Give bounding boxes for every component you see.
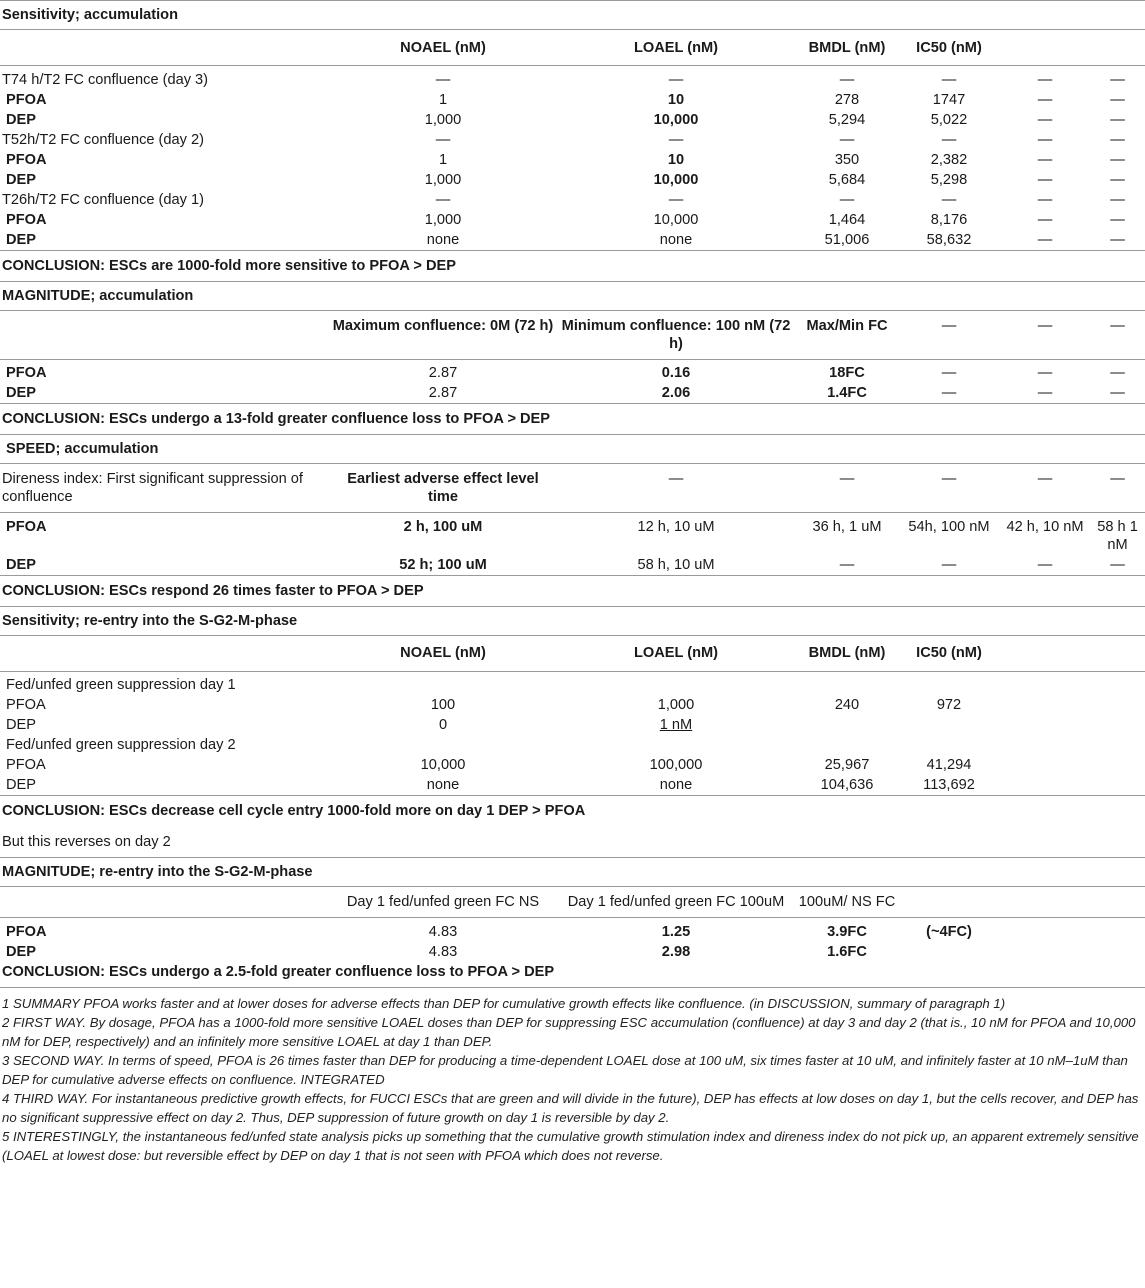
dash: —: [1110, 231, 1125, 248]
dash: —: [1090, 310, 1145, 359]
col-header-max-confluence: Maximum confluence: 0M (72 h): [330, 310, 556, 359]
cell: 4.83: [428, 943, 458, 960]
cell: 5,022: [930, 111, 968, 128]
column-header-row: [0, 464, 1145, 513]
table-row: [0, 363, 1145, 383]
dash: —: [1110, 151, 1125, 168]
column-header-row: [0, 310, 1145, 359]
cell: 2.87: [428, 385, 458, 401]
conclusion-row: [0, 404, 1145, 435]
conclusion-row: [0, 575, 1145, 606]
cell: none: [426, 231, 460, 248]
cell: 2.98: [661, 943, 691, 960]
cell: 58 h 1 nM: [1097, 518, 1138, 553]
direness-index-label: Direness index: First significant suppression of confluence: [0, 464, 330, 513]
conclusion-text: CONCLUSION: ESCs decrease cell cycle entry 1000-fold more on day 1 DEP > PFOA: [0, 796, 1145, 827]
note-row: [0, 827, 1145, 858]
cell: 10,000: [653, 211, 699, 228]
col-header-day1-ns: Day 1 fed/unfed green FC NS: [330, 887, 556, 918]
dash: —: [1110, 556, 1125, 573]
cell: 1.25: [661, 923, 691, 940]
dash: —: [941, 556, 957, 573]
dash: —: [898, 464, 1000, 513]
row-label: DEP: [6, 777, 37, 793]
dash: —: [1037, 91, 1053, 108]
row-label: DEP: [6, 171, 37, 188]
dash: —: [941, 191, 957, 208]
col-header-loael: LOAEL (nM): [556, 635, 796, 671]
group-label: Fed/unfed green suppression day 2: [6, 737, 236, 753]
cell: 58,632: [926, 231, 972, 248]
cell: 1: [438, 91, 448, 108]
footnote-4: 4 THIRD WAY. For instantaneous predictive growth effects, for FUCCI ESCs that are green and will divide in the future), DEP has effects at low doses on day 1, but the cells recover, and DEP has no significant suppressive effect on day 2. Thus, DEP suppression of future growth on day 1 is reversible by day 2.: [2, 1090, 1139, 1125]
dash: —: [839, 191, 855, 208]
cell: 350: [834, 151, 860, 168]
cell: 278: [834, 91, 860, 108]
group-label: T26h/T2 FC confluence (day 1): [2, 191, 204, 208]
section-header: [0, 858, 1145, 887]
cell: 1,000: [424, 171, 462, 188]
dash: —: [668, 191, 684, 208]
cell: 18FC: [829, 365, 865, 381]
table-row: [0, 230, 1145, 251]
table-row: [0, 922, 1145, 942]
dash: —: [898, 310, 1000, 359]
footnote-2: 2 FIRST WAY. By dosage, PFOA has a 1000-fold more sensitive LOAEL doses than DEP for suppressing ESC accumulation (confluence) at day 3 and day 2 (that is., 10 nM for PFOA and 10,000 nM for DEP, respectively) and an infinitely more sensitive LOAEL at day 1 than DEP.: [2, 1014, 1136, 1049]
footnote-3: 3 SECOND WAY. In terms of speed, PFOA is 26 times faster than DEP for producing a time-dependent LOAEL dose at 100 uM, six times faster at 10 uM, and infinitely faster at 10 nM–1uM than DEP for cumulative adverse effects on confluence. INTEGRATED: [2, 1052, 1128, 1087]
section-title: Sensitivity; accumulation: [0, 1, 1145, 30]
dash: —: [1000, 464, 1090, 513]
cell: (~4FC): [926, 923, 972, 940]
dash: —: [941, 365, 957, 381]
table-row: [0, 170, 1145, 190]
cell: 0.16: [661, 365, 691, 381]
group-label: Fed/unfed green suppression day 1: [6, 677, 236, 693]
cell: 100: [430, 697, 456, 713]
row-label: DEP: [6, 111, 37, 128]
cell: 240: [834, 697, 860, 713]
table-row: [0, 755, 1145, 775]
group-row: [0, 70, 1145, 90]
group-label: T74 h/T2 FC confluence (day 3): [2, 71, 209, 88]
dash: —: [1037, 365, 1053, 381]
col-header-min-confluence: Minimum confluence: 100 nM (72 h): [556, 310, 796, 359]
dash: —: [941, 71, 957, 88]
col-header-loael: LOAEL (nM): [556, 30, 796, 66]
footnote-5: 5 INTERESTINGLY, the instantaneous fed/unfed state analysis picks up something that the cumulative growth stimulation index and direness index do not pick up, an apparent extremely sensitive (LOAEL at lowest dose: but reversible effect by DEP on day 1 that is not seen with PFOA which does not reverse.: [2, 1128, 1139, 1163]
row-label: DEP: [6, 556, 37, 573]
dash: —: [1037, 131, 1053, 148]
cell: 10,000: [653, 111, 699, 128]
dash: —: [435, 71, 451, 88]
cell: none: [659, 231, 693, 248]
cell: 972: [936, 697, 962, 713]
conclusion-text: CONCLUSION: ESCs undergo a 2.5-fold greater confluence loss to PFOA > DEP: [2, 963, 555, 980]
cell: 25,967: [824, 757, 870, 773]
group-row: [0, 190, 1145, 210]
table-row: [0, 517, 1145, 555]
group-label: T52h/T2 FC confluence (day 2): [2, 131, 204, 148]
cell: 1747: [932, 91, 966, 108]
cell: 5,298: [930, 171, 968, 188]
group-row: [0, 735, 1145, 755]
cell: 52 h; 100 uM: [399, 556, 487, 573]
section-title: Sensitivity; re-entry into the S-G2-M-phase: [0, 606, 1145, 635]
dash: —: [1110, 365, 1125, 381]
row-label: PFOA: [6, 697, 46, 713]
dash: —: [1037, 171, 1053, 188]
dash: —: [839, 71, 855, 88]
cell: 36 h, 1 uM: [812, 518, 882, 535]
cell: 5,684: [828, 171, 866, 188]
col-header-noael: NOAEL (nM): [330, 635, 556, 671]
cell: 4.83: [428, 923, 458, 940]
col-header-fc: 100uM/ NS FC: [796, 887, 898, 918]
conclusion-text: CONCLUSION: ESCs respond 26 times faster to PFOA > DEP: [0, 575, 1145, 606]
cell: 10: [667, 91, 685, 108]
dash: —: [1110, 211, 1125, 228]
row-label: PFOA: [6, 151, 47, 168]
cell: 1,464: [828, 211, 866, 228]
row-label: DEP: [6, 231, 37, 248]
dash: —: [839, 556, 855, 573]
row-label: DEP: [6, 385, 37, 401]
dash: —: [1110, 191, 1125, 208]
dash: —: [1000, 310, 1090, 359]
section-title: MAGNITUDE; accumulation: [0, 281, 1145, 310]
column-header-row: [0, 887, 1145, 918]
cell: 12 h, 10 uM: [637, 518, 715, 535]
dash: —: [796, 464, 898, 513]
cell: 1,000: [424, 211, 462, 228]
cell: 41,294: [926, 757, 972, 773]
conclusion-text: CONCLUSION: ESCs undergo a 13-fold greater confluence loss to PFOA > DEP: [0, 404, 1145, 435]
dash: —: [1110, 91, 1125, 108]
cell: 1,000: [657, 697, 695, 713]
cell: 51,006: [824, 231, 870, 248]
col-header-bmdl: BMDL (nM): [796, 635, 898, 671]
dash: —: [556, 464, 796, 513]
cell: none: [659, 777, 693, 793]
section-header: [0, 1, 1145, 30]
cell: 1 nM: [659, 717, 693, 733]
table-row: [0, 150, 1145, 170]
col-header-max-min-fc: Max/Min FC: [796, 310, 898, 359]
cell: none: [426, 777, 460, 793]
table-row: [0, 775, 1145, 796]
table-row: [0, 210, 1145, 230]
dash: —: [1037, 231, 1053, 248]
note-text: But this reverses on day 2: [2, 833, 171, 850]
footnotes: [0, 987, 1145, 1165]
cell: 1.4FC: [827, 385, 867, 401]
dash: —: [435, 131, 451, 148]
conclusion-row: [0, 250, 1145, 281]
conclusion-row: [0, 962, 1145, 987]
dash: —: [941, 131, 957, 148]
dash: —: [668, 131, 684, 148]
dash: —: [1037, 111, 1053, 128]
section-title: SPEED; accumulation: [0, 435, 1145, 464]
cell: 2,382: [930, 151, 968, 168]
section-header: [0, 281, 1145, 310]
section-title: MAGNITUDE; re-entry into the S-G2-M-phase: [0, 858, 1145, 887]
row-label: PFOA: [6, 211, 47, 228]
dash: —: [1037, 71, 1053, 88]
section-header: [0, 606, 1145, 635]
section-header: [0, 435, 1145, 464]
row-label: PFOA: [6, 923, 47, 940]
dash: —: [668, 71, 684, 88]
table-row: [0, 90, 1145, 110]
col-header-ic50: IC50 (nM): [898, 635, 1000, 671]
cell: [898, 942, 1000, 962]
table-row: [0, 555, 1145, 576]
conclusion-text: CONCLUSION: ESCs are 1000-fold more sensitive to PFOA > DEP: [0, 250, 1145, 281]
row-label: PFOA: [6, 757, 46, 773]
dash: —: [1110, 71, 1125, 88]
dash: —: [1037, 191, 1053, 208]
cell: [898, 715, 1000, 735]
cell: 100,000: [649, 757, 703, 773]
cell: 2.06: [661, 385, 691, 401]
cell: 54h, 100 nM: [908, 518, 990, 535]
cell: 104,636: [820, 777, 874, 793]
row-label: PFOA: [6, 91, 47, 108]
cell: 1.6FC: [827, 943, 867, 960]
table-row: [0, 383, 1145, 404]
cell: 10: [667, 151, 685, 168]
cell: 0: [438, 717, 448, 733]
dash: —: [1037, 556, 1053, 573]
col-header-bmdl: BMDL (nM): [796, 30, 898, 66]
table-row: [0, 695, 1145, 715]
row-label: PFOA: [6, 518, 47, 535]
cell: 2 h, 100 uM: [403, 518, 483, 535]
dash: —: [1110, 111, 1125, 128]
column-header-row: [0, 635, 1145, 671]
col-header-earliest-adverse: Earliest adverse effect level time: [330, 464, 556, 513]
dash: —: [1110, 171, 1125, 188]
cell: 58 h, 10 uM: [637, 556, 715, 573]
dash: —: [839, 131, 855, 148]
row-label: PFOA: [6, 365, 47, 381]
group-row: [0, 675, 1145, 695]
footnote-1: 1 SUMMARY PFOA works faster and at lower doses for adverse effects than DEP for cumulative growth effects like confluence. (in DISCUSSION, summary of paragraph 1): [2, 995, 1006, 1011]
conclusion-row: [0, 796, 1145, 827]
table-row: [0, 110, 1145, 130]
col-header-ic50: IC50 (nM): [898, 30, 1000, 66]
cell: 1: [438, 151, 448, 168]
cell: 10,000: [653, 171, 699, 188]
dash: —: [1037, 211, 1053, 228]
dash: —: [1037, 151, 1053, 168]
dash: —: [1110, 385, 1125, 401]
group-row: [0, 130, 1145, 150]
col-header-day1-100um: Day 1 fed/unfed green FC 100uM: [556, 887, 796, 918]
table-row: [0, 715, 1145, 735]
dash: —: [941, 385, 957, 401]
cell: 42 h, 10 nM: [1006, 518, 1084, 535]
dash: —: [435, 191, 451, 208]
column-header-row: [0, 30, 1145, 66]
cell: 2.87: [428, 365, 458, 381]
cell: 10,000: [420, 757, 466, 773]
dash: —: [1110, 131, 1125, 148]
row-label: DEP: [6, 943, 37, 960]
cell: 8,176: [930, 211, 968, 228]
cell: 5,294: [828, 111, 866, 128]
table-row: [0, 942, 1145, 962]
col-header-noael: NOAEL (nM): [330, 30, 556, 66]
cell: 1,000: [424, 111, 462, 128]
cell: 3.9FC: [827, 923, 867, 940]
dash: —: [1090, 464, 1145, 513]
cell: [796, 715, 898, 735]
row-label: DEP: [6, 717, 37, 733]
cell: 113,692: [923, 777, 975, 793]
dash: —: [1037, 385, 1053, 401]
